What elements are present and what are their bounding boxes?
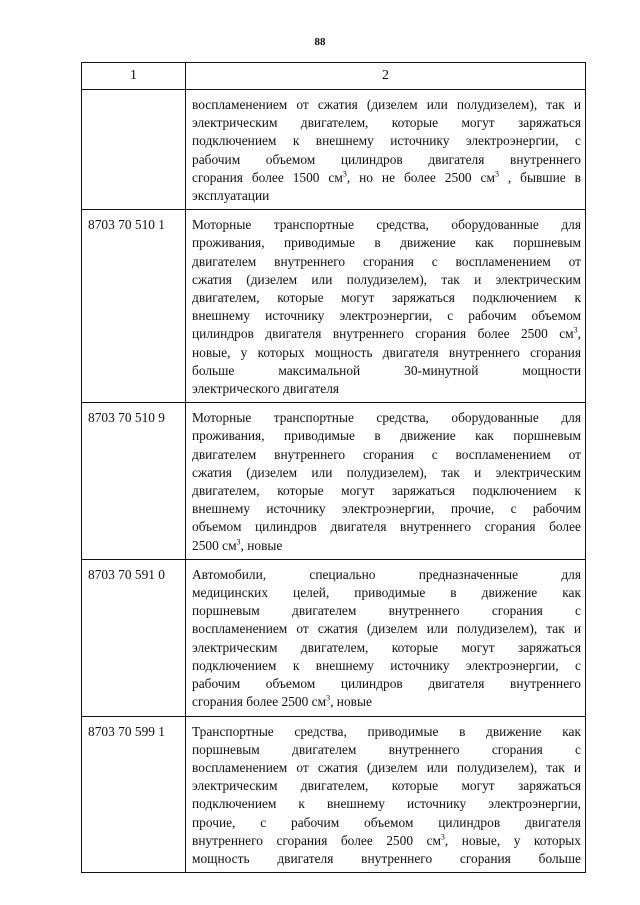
- description-line: подключением к внешнему источнику электроэнергии, с: [192, 133, 581, 149]
- description-line: сгорания более 1500 $см^3$, но не более 2500 $см^3$ , бывшие в: [192, 169, 581, 185]
- description-line: Автомобили, специально предназначенные для: [192, 566, 581, 582]
- description-line: электрическим двигателем, которые могут заряжаться: [192, 115, 581, 131]
- description-line: двигателем, которые могут заряжаться подключением к: [192, 483, 581, 499]
- tariff-code-cell: 8703 70 599 1: [82, 716, 186, 873]
- description-line: Транспортные средства, приводимые в движение как: [192, 723, 581, 739]
- description-cell: [186, 716, 586, 873]
- description-line: больше максимальной 30-минутной мощности: [192, 362, 581, 378]
- table-row: [82, 210, 586, 403]
- description-line: электрическим двигателем, которые могут заряжаться: [192, 778, 581, 794]
- table-row: [82, 716, 586, 873]
- description-line: Моторные транспортные средства, оборудованные для: [192, 217, 581, 233]
- description-line: Моторные транспортные средства, оборудованные для: [192, 410, 581, 426]
- description-line: поршневым двигателем внутреннего сгорания с: [192, 741, 581, 757]
- description-line: 2500 $см^3$, новые: [192, 537, 283, 553]
- column-header-2: 2: [186, 63, 586, 90]
- description-cell: [186, 210, 586, 403]
- description-line: воспламенением от сжатия (дизелем или полудизелем), так и: [192, 621, 581, 637]
- description-line: проживания, приводимые в движение как поршневым: [192, 235, 581, 251]
- description-line: поршневым двигателем внутреннего сгорания с: [192, 603, 581, 619]
- description-line: медицинских целей, приводимые в движение как: [192, 585, 581, 601]
- table-row: [82, 90, 586, 210]
- description-line: двигателем внутреннего сгорания с воспламенением от: [192, 446, 581, 462]
- description-line: цилиндров двигателя внутреннего сгорания более 2500 $см^3$,: [192, 325, 581, 342]
- description-line: внешнему источнику электроэнергии, прочие, с рабочим: [192, 501, 581, 517]
- tariff-code-table: [81, 62, 586, 873]
- description-line: внутреннего сгорания более 2500 $см^3$, новые, у которых: [192, 832, 581, 848]
- description-line: новые, у которых мощность двигателя внутреннего сгорания: [192, 344, 581, 360]
- description-cell: [186, 403, 586, 560]
- description-line: рабочим объемом цилиндров двигателя внутреннего: [192, 151, 581, 167]
- tariff-code-cell: 8703 70 591 0: [82, 559, 186, 716]
- description-line: сгорания более 2500 $см^3$, новые: [192, 693, 372, 710]
- description-line: подключением к внешнему источнику электроэнергии, с: [192, 657, 581, 673]
- tariff-code-cell: [82, 90, 186, 210]
- description-line: двигателем, которые могут заряжаться подключением к: [192, 290, 581, 306]
- description-cell: [186, 559, 586, 716]
- description-line: сжатия (дизелем или полудизелем), так и электрическим: [192, 271, 581, 287]
- description-line: эксплуатации: [192, 188, 270, 204]
- page-number: 88: [314, 36, 326, 48]
- description-line: воспламенением от сжатия (дизелем или полудизелем), так и: [192, 759, 581, 775]
- description-cell: [186, 90, 586, 210]
- table-row: [82, 559, 586, 716]
- description-line: внешнему источнику электроэнергии, с рабочим объемом: [192, 308, 581, 324]
- table-header-row: [82, 63, 586, 90]
- description-line: прочие, с рабочим объемом цилиндров двигателя: [192, 814, 581, 830]
- description-line: сжатия (дизелем или полудизелем), так и электрическим: [192, 464, 581, 480]
- tariff-code-cell: 8703 70 510 1: [82, 210, 186, 403]
- description-line: проживания, приводимые в движение как поршневым: [192, 428, 581, 444]
- tariff-code-cell: 8703 70 510 9: [82, 403, 186, 560]
- description-line: воспламенением от сжатия (дизелем или полудизелем), так и: [192, 97, 581, 112]
- column-header-1: 1: [82, 63, 186, 90]
- description-line: рабочим объемом цилиндров двигателя внутреннего: [192, 676, 581, 692]
- description-line: объемом цилиндров двигателя внутреннего сгорания более: [192, 519, 581, 535]
- description-line: мощность двигателя внутреннего сгорания больше: [192, 850, 581, 866]
- description-line: двигателем внутреннего сгорания с воспламенением от: [192, 253, 581, 269]
- description-line: подключением к внешнему источнику электроэнергии,: [192, 796, 581, 812]
- table-body: [82, 90, 586, 873]
- description-line: электрическим двигателем, которые могут заряжаться: [192, 639, 581, 655]
- description-line: электрического двигателя: [192, 381, 340, 397]
- table-row: [82, 403, 586, 560]
